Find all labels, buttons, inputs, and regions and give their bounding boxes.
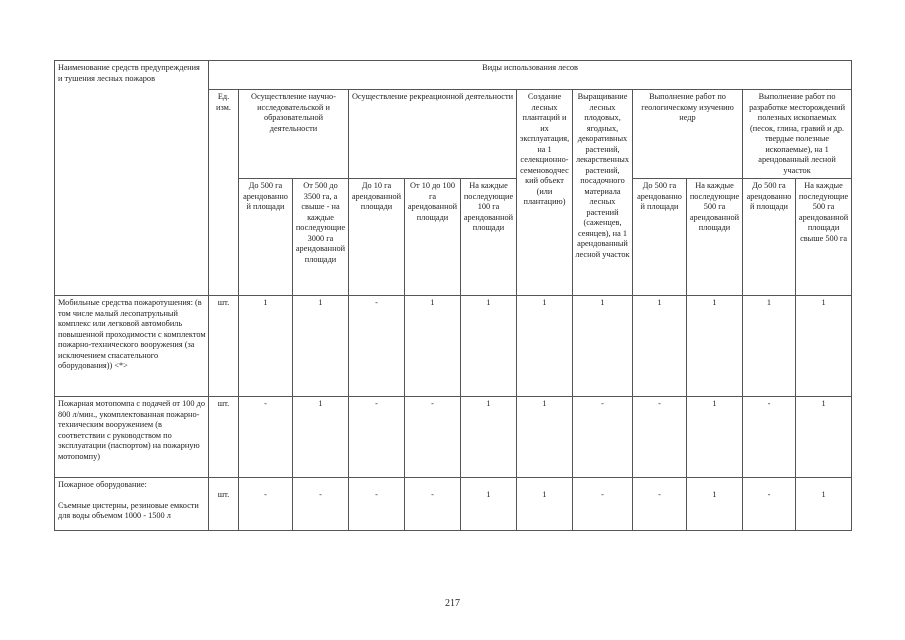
value-cell: 1 — [517, 397, 573, 478]
table-row — [55, 296, 852, 397]
value-cell: 1 — [461, 397, 517, 478]
value-cell: 1 — [293, 397, 349, 478]
row-name-cell: Пожарная мотопомпа с подачей от 100 до 800 л/мин., укомплектованная пожарно-техническим вооружением (в соответствии с руководством по эксплуатации (паспортом) на пожарную мотопомпу) — [55, 397, 209, 478]
unit-column-header: Ед. изм. — [209, 90, 239, 296]
value-cell: - — [239, 397, 293, 478]
plantation-activity-header: Создание лесных плантаций и их эксплуатация, на 1 селекционно-семеноводческий объект (или плантацию) — [517, 90, 573, 296]
row-name-heading: Пожарное оборудование: — [58, 480, 147, 489]
header-row-1 — [55, 61, 852, 90]
fire-equipment-norms-table — [54, 60, 852, 531]
value-cell: - — [349, 397, 405, 478]
recreation-activity-header: Осуществление рекреационной деятельности — [349, 90, 517, 179]
land-use-group-header: Виды использования лесов — [209, 61, 852, 90]
unit-cell: шт. — [209, 296, 239, 397]
unit-cell: шт. — [209, 397, 239, 478]
value-cell: 1 — [633, 296, 687, 397]
value-cell: 1 — [517, 296, 573, 397]
row-name-text: Съемные цистерны, резиновые емкости для воды объемом 1000 - 1500 л — [58, 500, 199, 520]
value-cell: - — [633, 397, 687, 478]
value-cell: - — [633, 478, 687, 531]
table-row — [55, 397, 852, 478]
value-cell: 1 — [743, 296, 796, 397]
value-cell: 1 — [461, 296, 517, 397]
science-subheader-a: До 500 га арендованной площади — [239, 179, 293, 296]
value-cell: - — [405, 397, 461, 478]
recreation-subheader-b: От 10 до 100 га арендованной площади — [405, 179, 461, 296]
mining-subheader-a: До 500 га арендованной площади — [743, 179, 796, 296]
value-cell: 1 — [796, 478, 852, 531]
row-name-cell — [55, 478, 209, 531]
table-row — [55, 478, 852, 531]
value-cell: 1 — [517, 478, 573, 531]
value-cell: - — [573, 397, 633, 478]
value-cell: 1 — [796, 397, 852, 478]
mining-subheader-b: На каждые последующие 500 га арендованной площади свыше 500 га — [796, 179, 852, 296]
value-cell: - — [349, 296, 405, 397]
value-cell: - — [349, 478, 405, 531]
row-name-spacer — [58, 491, 206, 501]
cultivation-activity-header: Выращивание лесных плодовых, ягодных, декоративных растений, лекарственных растений, посадочного материала лесных растений (саженцев, сеянцев), на 1 арендованный лесной участок — [573, 90, 633, 296]
value-cell: 1 — [687, 397, 743, 478]
geology-activity-header: Выполнение работ по геологическому изучению недр — [633, 90, 743, 179]
value-cell: - — [293, 478, 349, 531]
geology-subheader-b: На каждые последующие 500 га арендованной площади — [687, 179, 743, 296]
value-cell: 1 — [405, 296, 461, 397]
value-cell: - — [239, 478, 293, 531]
science-activity-header: Осуществление научно-исследовательской и образовательной деятельности — [239, 90, 349, 179]
row-name-cell: Мобильные средства пожаротушения: (в том числе малый лесопатрульный комплекс или легковой автомобиль повышенной проходимости с комплектом пожарно-технического вооружения (за исключением спасательного оборудования)) <*> — [55, 296, 209, 397]
value-cell: 1 — [573, 296, 633, 397]
value-cell: - — [405, 478, 461, 531]
value-cell: 1 — [461, 478, 517, 531]
value-cell: 1 — [796, 296, 852, 397]
value-cell: - — [743, 397, 796, 478]
value-cell: 1 — [687, 478, 743, 531]
value-cell: - — [573, 478, 633, 531]
mining-activity-header: Выполнение работ по разработке месторождений полезных ископаемых (песок, глина, гравий и др. твердые полезные ископаемые), на 1 арендованный лесной участок — [743, 90, 852, 179]
recreation-subheader-c: На каждые последующие 100 га арендованной площади — [461, 179, 517, 296]
value-cell: 1 — [687, 296, 743, 397]
name-column-header: Наименование средств предупреждения и тушения лесных пожаров — [55, 61, 209, 296]
unit-cell: шт. — [209, 478, 239, 531]
value-cell: 1 — [293, 296, 349, 397]
geology-subheader-a: До 500 га арендованной площади — [633, 179, 687, 296]
value-cell: - — [743, 478, 796, 531]
value-cell: 1 — [239, 296, 293, 397]
page-number: 217 — [445, 598, 460, 609]
recreation-subheader-a: До 10 га арендованной площади — [349, 179, 405, 296]
science-subheader-b: От 500 до 3500 га, а свыше - на каждые последующие 3000 га арендованной площади — [293, 179, 349, 296]
